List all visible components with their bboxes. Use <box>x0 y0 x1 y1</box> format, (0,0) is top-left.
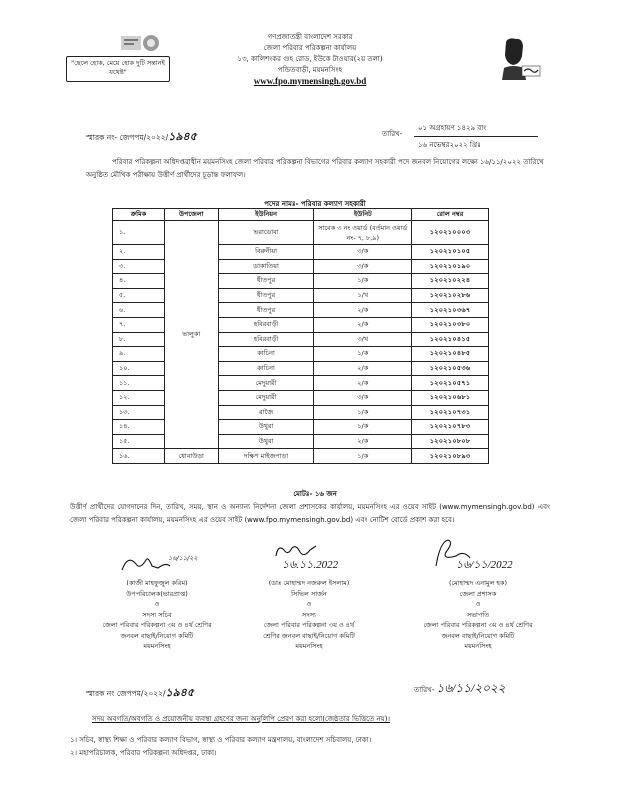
cell-serial: ১০. <box>113 361 165 376</box>
col-header-roll: রোল নম্বর <box>412 209 489 221</box>
memo-handwritten-number: ১৯৪৫ <box>168 131 197 143</box>
signatory-line: ও <box>475 600 481 608</box>
cell-union: হবিরবাড়ী <box>218 332 314 347</box>
cell-serial: ৩. <box>113 259 165 274</box>
date-label: তারিখ- <box>382 130 403 138</box>
cell-roll: ১২০২১০৬৮১ <box>412 390 489 405</box>
signatory-line: সদস্য <box>302 610 316 619</box>
header-line-government: গণপ্রজাতন্ত্রী বাংলাদেশ সরকার <box>267 33 353 41</box>
list-item: ২। মহাপরিচালক, পরিবার পরিকল্পনা অধিদপ্তর, ঢাকা। <box>70 749 217 757</box>
col-header-unit: ইউনিট <box>314 209 412 221</box>
signatory-line: জনবল বাছাই/নিয়োগ কমিটি <box>120 631 194 640</box>
signatory-name: (ডাঃ মোহাম্মদ নজরুল ইসলাম) <box>268 579 350 587</box>
cell-union: উথুরা <box>218 434 314 449</box>
cell-union: কাচিনা <box>218 361 314 376</box>
cell-union: মেদুয়ারী <box>218 390 314 405</box>
cell-roll: ১২০২১০৭৮৩ <box>412 420 489 435</box>
cell-serial: ১৪. <box>113 420 165 435</box>
cell-roll: ১২০২১০৪৮৫ <box>412 347 489 362</box>
cell-unit: ২/ক <box>314 361 412 376</box>
cell-unit: ১/ক <box>314 405 412 420</box>
signatory-block-1 <box>82 578 232 652</box>
cell-serial: ১২. <box>113 390 165 405</box>
copy-date-label: তারিখ- <box>414 686 435 694</box>
cell-unit: ১/ক <box>314 347 412 362</box>
cell-unit: ১/ক <box>314 420 412 435</box>
memo-number <box>86 128 197 147</box>
memo2-handwritten-number: ১৯৪৫ <box>165 687 195 699</box>
cell-unit: ২/ক <box>314 376 412 391</box>
cell-unit: ১/খ <box>314 288 412 303</box>
signatory-line: ময়মনসিংহ <box>143 642 171 650</box>
cell-roll: ১২০২১০২২৪ <box>412 274 489 289</box>
copy-distribution-intro: সদয় অবগতি/অবগতি ও প্রয়োজনীয় ব্যবস্থা গ্রহণের জন্য অনুলিপি প্রেরণ করা হলো(জেষ্ঠতার ভিত্তিতে নয়)। <box>92 715 391 723</box>
memo-number-copy <box>86 684 194 703</box>
portrait-graphic <box>498 36 542 80</box>
notice-paragraph: উত্তীর্ণ প্রার্থীদের যোগদানের দিন, তারিখ, সময়, স্থান ও অন্যান্য নির্দেশনা জেলা প্রশাসকের কার্যালয়, ময়মনসিংহ এর ওয়েব সাইট (www.mymensingh.gov.bd) এবং জেলা পরিবার পরিকল্পনা কার্যালয়, ময়মনসিংহ এর ওয়েব সাইট (www.fpo.mymensingh.gov.bd) এবং নোটিশ বোর্ডে প্রকাশ করা হবে। <box>70 503 550 524</box>
copy-date <box>414 680 506 700</box>
cell-roll: ১২০২১০২৮৬ <box>412 288 489 303</box>
col-header-union: ইউনিয়ন <box>218 209 314 221</box>
cell-serial: ১১. <box>113 376 165 391</box>
cell-unit: ১/ক <box>314 274 412 289</box>
office-website-link[interactable]: www.fpo.mymensingh.gov.bd <box>253 76 367 86</box>
cell-serial: ৯. <box>113 347 165 362</box>
cell-serial: ৪. <box>113 274 165 289</box>
cell-roll: ১২০২১০৩৮০ <box>412 317 489 332</box>
cell-roll: ১২০২১০৮৯৩ <box>412 449 489 464</box>
cell-unit: ১/ক <box>314 449 412 464</box>
cell-unit: ২/ক <box>314 317 412 332</box>
signature-date-3: ১৬/১১/2022 <box>456 559 513 571</box>
cell-unit: ২/ক <box>314 303 412 318</box>
signature-date-1: ১৬/১১/২২ <box>168 554 198 562</box>
mujib-borsho-portrait <box>498 36 542 80</box>
table-row <box>113 449 489 464</box>
cell-union: বিরুনীয়া <box>218 245 314 260</box>
cell-roll: ১২০২১০৫৭১ <box>412 376 489 391</box>
cell-unit: ৩/ক <box>314 259 412 274</box>
copy-date-value: ১৬/১১/২০২২ <box>436 681 506 695</box>
cell-unit: সাবেক ৩ নং ওয়ার্ড (বর্তমান ওয়ার্ড নং- ৭, ৮,৯) <box>314 221 412 245</box>
header-line-area: পন্ডিতবাড়ী, ময়মনসিংহ <box>277 66 343 74</box>
cell-roll: ১২০২১০৪১৫ <box>412 332 489 347</box>
col-header-serial: ক্রমিক <box>113 209 165 221</box>
family-planning-logo <box>120 30 162 58</box>
cell-union: ধীতপুর <box>218 288 314 303</box>
cell-roll: ১২০২১০৮০৮ <box>412 434 489 449</box>
cell-roll: ১২০২১০১৯০ <box>412 259 489 274</box>
cell-serial: ১৬. <box>113 449 165 464</box>
header-line-address: ১৩, কালিশংকর গুহ রোড, ইউকে টাওয়ার(২য় তলা) <box>237 55 383 63</box>
signatory-line: জেলা প্রশাসক <box>459 589 497 598</box>
post-title: পদের নামঃ- পরিবার কল্যাণ সহকারী <box>264 200 366 208</box>
cell-serial: ১৩. <box>113 405 165 420</box>
signatory-line: সদস্য সচিব <box>142 610 172 619</box>
cell-unit: ৩/ক <box>314 245 412 260</box>
intro-paragraph: পরিবার পরিকল্পনা অধিদপ্তরাধীন ময়মনসিংহ জেলা পরিবার পরিকল্পনা বিভাগের পরিবার কল্যাণ সহকারী পদে জনবল নিয়োগের লক্ষ্যে ১৬/১১/২০২২ তারিখে অনুষ্ঠিত মৌখিক পরীক্ষায় উত্তীর্ণ প্রার্থীদের চূড়ান্ত ফলাফল। <box>86 158 544 179</box>
signatory-line: ময়মনসিংহ <box>295 642 323 650</box>
signatory-line: জেলা পরিবার পরিকল্পনা ৩য় ও ৪র্থ <box>263 621 355 629</box>
cell-union: উথুরা <box>218 420 314 435</box>
col-header-upazila: উপজেলা <box>164 209 218 221</box>
cell-unit: ৩/খ <box>314 332 412 347</box>
signatory-line: সভাপতি <box>466 610 490 619</box>
cell-serial: ২. <box>113 245 165 260</box>
cell-serial: ৫. <box>113 288 165 303</box>
signatory-line: উপপরিচালক(ভারপ্রাপ্ত) <box>126 589 188 598</box>
issue-date <box>414 120 538 153</box>
memo2-label: স্মারক নং জেপপম/২০২২/ <box>86 689 166 698</box>
signatory-line: শ্রেণির জনবল বাছাই/নিয়োগ কমিটি <box>263 631 355 640</box>
cell-union: হবিরবাড়ী <box>218 317 314 332</box>
cell-union: ধীতপুর <box>218 274 314 289</box>
table-row <box>113 221 489 245</box>
header-line-office: জেলা পরিবার পরিকল্পনা কার্যালয় <box>263 44 357 52</box>
cell-union: রাজৈ <box>218 405 314 420</box>
total-count: মোটঃ- ১৬ জন <box>293 490 337 498</box>
cell-roll: ১২০২১০১০৫ <box>412 245 489 260</box>
cell-roll: ১২০২১০৩৬৭ <box>412 303 489 318</box>
signatory-name: (কাজী মাহফুজুল করিম) <box>126 579 188 587</box>
cell-upazila: ভালুকা <box>164 221 218 449</box>
cell-serial: ৮. <box>113 332 165 347</box>
cell-roll: ১২০২১০৫৩৬ <box>412 361 489 376</box>
signatory-line: ও <box>154 600 160 608</box>
date-bangla: ০১ অগ্রহায়ণ ১৪২৯ বাং <box>414 120 538 137</box>
signatory-line: ময়মনসিংহ <box>464 642 492 650</box>
signatory-line: জেলা পরিবার পরিকল্পনা ৩য় ও ৪র্থ শ্রেণির <box>102 621 212 629</box>
signatory-line: জেলা পরিবার পরিকল্পনা ৩য় ও ৪র্থ শ্রেণির <box>423 621 533 629</box>
copy-distribution-list <box>70 734 550 760</box>
signatory-line: ও <box>306 600 312 608</box>
cell-roll: ১২০২১০৭৩১ <box>412 405 489 420</box>
slogan-box: "ছেলে হোক, মেয়ে হোক দুটি সন্তানই যথেষ্ট" <box>66 56 170 82</box>
signatory-line: সিভিল সার্জন <box>291 589 327 598</box>
cell-union: মেদুয়ারী <box>218 376 314 391</box>
cell-serial: ৬. <box>113 303 165 318</box>
cell-upazila: ধোবাউড়া <box>164 449 218 464</box>
signatory-block-2 <box>232 578 386 652</box>
list-item: ১। সচিব, স্বাস্থ্য শিক্ষা ও পরিবার কল্যাণ বিভাগ, স্বাস্থ্য ও পরিবার কল্যাণ মন্ত্রণালয়, বাংলাদেশ সচিবালয়, ঢাকা। <box>70 736 372 744</box>
cell-unit: ৩/ক <box>314 390 412 405</box>
signatory-name: (মোহাম্মদ এনামুল হক) <box>448 579 507 587</box>
signatory-line: জনবল বাছাই/নিয়োগ কমিটি <box>441 631 515 640</box>
cell-unit: ২/ক <box>314 434 412 449</box>
cell-serial: ১৫. <box>113 434 165 449</box>
cell-union: ভরাডোবা <box>218 221 314 245</box>
signature-date-2: ১৬.১১.2022 <box>282 559 339 571</box>
cell-serial: ১. <box>113 221 165 245</box>
cell-union: দক্ষিণ মাইজপাড়া <box>218 449 314 464</box>
cell-union: ধীতপুর <box>218 303 314 318</box>
date-english: ১৬ নভেম্বর২০২২ খ্রিঃ <box>418 141 481 149</box>
cell-roll: ১২০২১০০০৩ <box>412 221 489 245</box>
cell-union: ডাকাতিয়া <box>218 259 314 274</box>
office-header <box>200 32 420 87</box>
cell-union: কাচিনা <box>218 347 314 362</box>
memo-label: স্মারক নং- জেপপম/২০২২/ <box>86 133 169 142</box>
signatory-block-3 <box>398 578 558 652</box>
results-table <box>112 208 489 464</box>
cell-serial: ৭. <box>113 317 165 332</box>
table-header-row <box>113 209 489 221</box>
logo-graphic <box>120 30 162 58</box>
